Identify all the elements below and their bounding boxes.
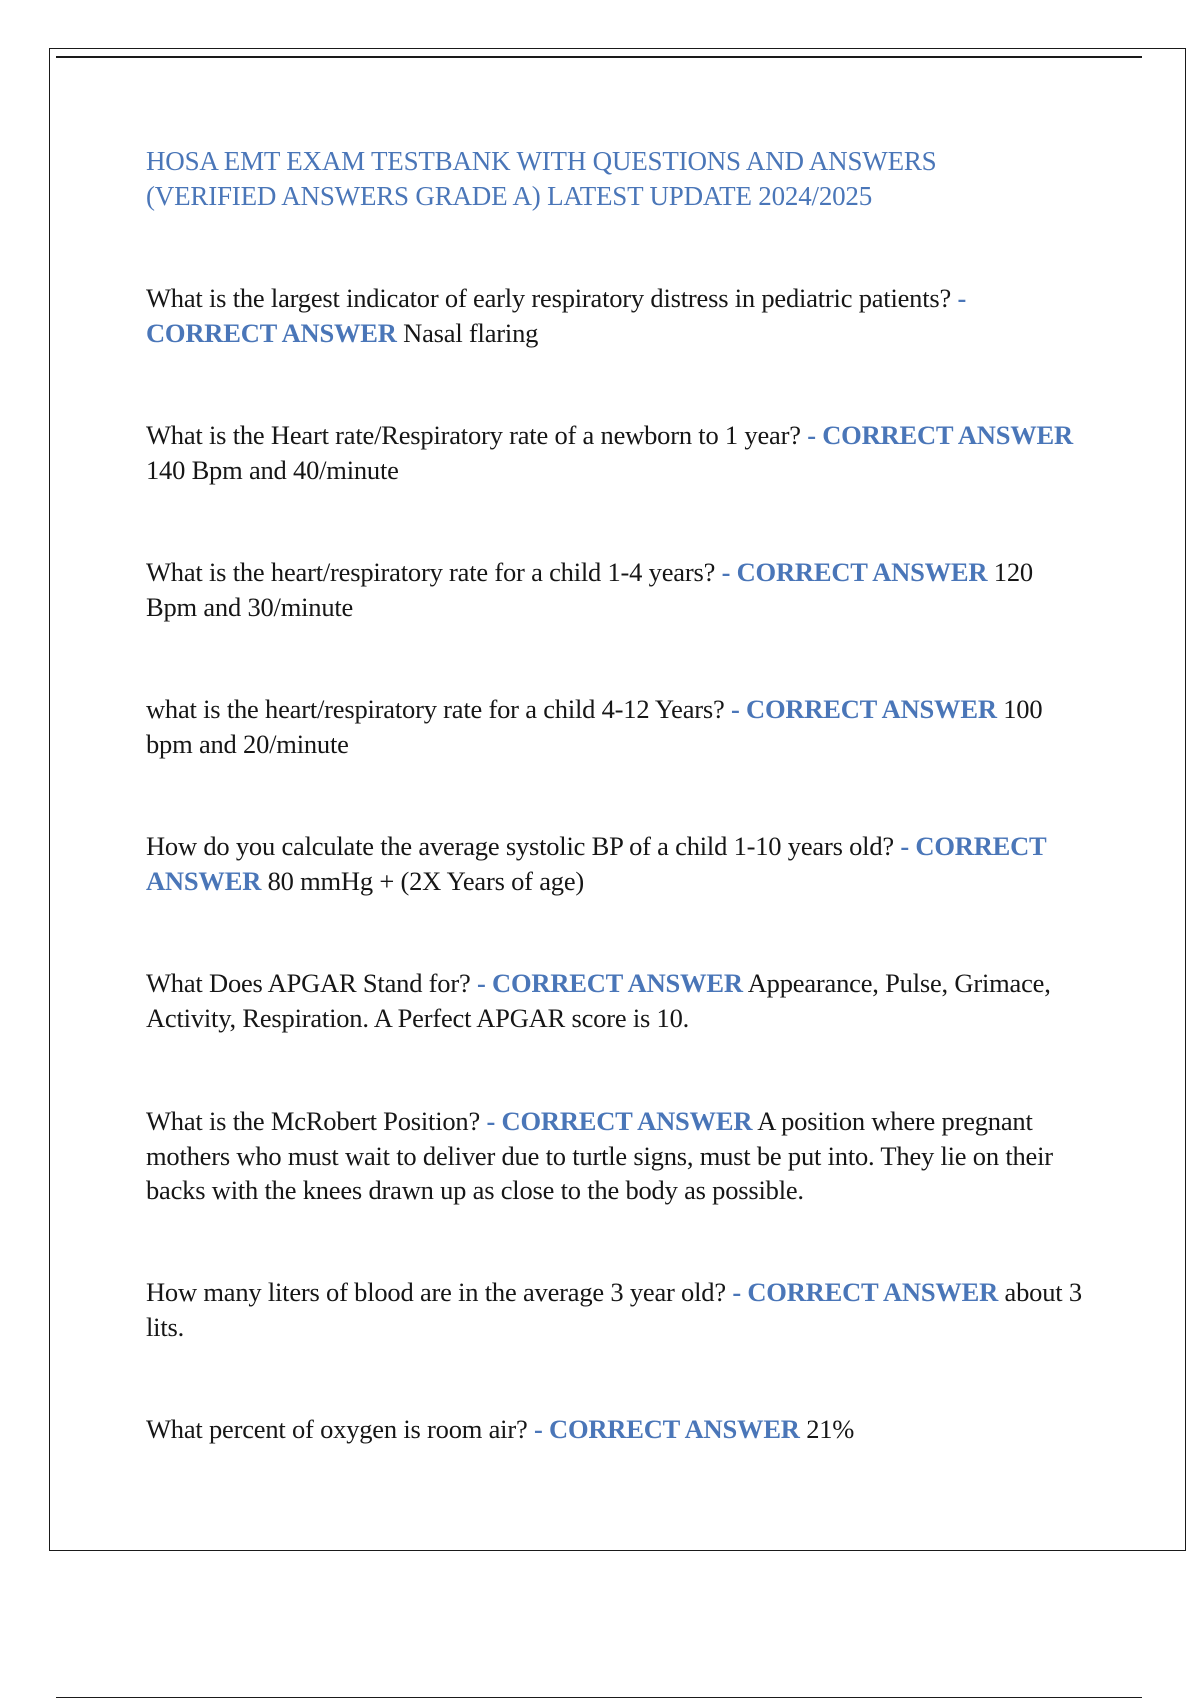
answer-text: Appearance, Pulse, Grimace, Activity, Respiration. A Perfect APGAR score is 10. [146, 968, 1051, 1033]
qa-item [146, 555, 1086, 624]
answer-separator: - [480, 1106, 502, 1136]
correct-answer-label: CORRECT ANSWER [146, 317, 397, 348]
answer-separator: - [725, 1277, 748, 1307]
qa-item [146, 829, 1086, 898]
correct-answer-label: CORRECT ANSWER [492, 968, 743, 998]
question-text: How do you calculate the average systolic BP of a child 1-10 years old? [146, 831, 894, 861]
question-text: what is the heart/respiratory rate for a child 4-12 Years? [146, 694, 725, 724]
question-text: How many liters of blood are in the average 3 year old? [146, 1277, 726, 1307]
qa-item [146, 418, 1086, 487]
bottom-rule [56, 1697, 1142, 1698]
answer-text: Nasal flaring [403, 317, 539, 348]
correct-answer-label: CORRECT ANSWER [736, 557, 988, 587]
answer-text: 140 Bpm and 40/minute [146, 454, 399, 485]
answer-separator: - [800, 420, 823, 450]
qa-item [146, 281, 1086, 350]
top-rule [56, 56, 1142, 58]
qa-item [146, 1104, 1086, 1208]
answer-separator: - [527, 1414, 550, 1444]
answer-text: 100 bpm and 20/minute [146, 694, 1043, 759]
answer-text: 21% [806, 1414, 855, 1444]
answer-text: about 3 lits. [146, 1277, 1082, 1342]
question-text: What is the Heart rate/Respiratory rate of a newborn to 1 year? [146, 420, 801, 450]
question-text: What Does APGAR Stand for? [146, 968, 471, 998]
qa-item [146, 1275, 1086, 1344]
answer-separator: - [724, 694, 747, 724]
question-text: What is the largest indicator of early respiratory distress in pediatric patients? [146, 283, 952, 313]
qa-item [146, 966, 1086, 1035]
question-text: What is the McRobert Position? [146, 1106, 481, 1136]
document-title: HOSA EMT EXAM TESTBANK WITH QUESTIONS AND ANSWERS (VERIFIED ANSWERS GRADE A) LATEST UPDATE 2024/2025 [146, 146, 937, 211]
answer-separator: - [470, 968, 493, 998]
correct-answer-label: CORRECT ANSWER [747, 1277, 999, 1307]
answer-text: A position where pregnant mothers who must wait to deliver due to turtle signs, must be put into. They lie on their backs with the knees drawn up as close to the body as possible. [146, 1106, 1053, 1205]
answer-separator: - [715, 557, 737, 587]
answer-text: 80 mmHg + (2X Years of age) [267, 865, 585, 896]
correct-answer-label: CORRECT ANSWER [549, 1414, 800, 1444]
answer-separator: - [893, 831, 916, 861]
correct-answer-label: CORRECT ANSWER [746, 694, 997, 724]
correct-answer-label: CORRECT ANSWER [501, 1106, 753, 1136]
answer-separator: - [951, 283, 967, 313]
question-text: What percent of oxygen is room air? [146, 1414, 528, 1444]
qa-item [146, 692, 1086, 761]
qa-item [146, 1412, 1086, 1447]
correct-answer-label: CORRECT ANSWER [822, 420, 1073, 450]
correct-answer-label: CORRECT ANSWER [146, 831, 1047, 896]
answer-text: 120 Bpm and 30/minute [146, 557, 1033, 622]
question-text: What is the heart/respiratory rate for a child 1-4 years? [146, 557, 716, 587]
